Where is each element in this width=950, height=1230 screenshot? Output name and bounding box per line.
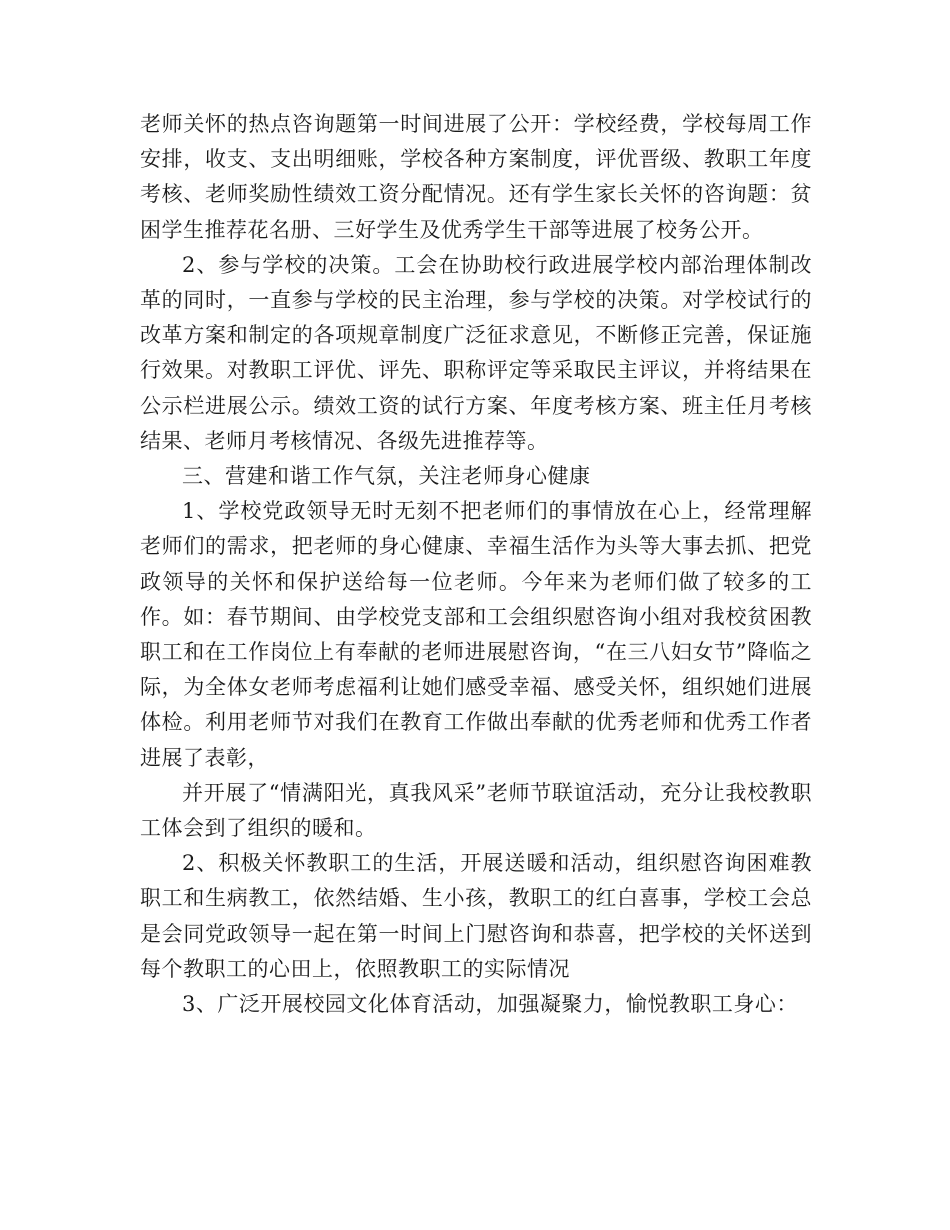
paragraph-7: 3、广泛开展校园文化体育活动，加强凝聚力，愉悦教职工身心： (182, 992, 798, 1017)
paragraph-5: 并开展了“情满阳光，真我风采”老师节联谊活动，充分让我校教职工体会到了组织的暖和。 (140, 780, 812, 841)
paragraph-2: 2、参与学校的决策。工会在协助校行政进展学校内部治理体制改革的同时，一直参与学校的民主治理，参与学校的决策。对学校试行的改革方案和制定的各项规章制度广泛征求意见，不断修正完善，保证施行效果。对教职工评优、评先、职称评定等采取民主评议，并将结果在公示栏进展公示。绩效工资的试行方案、年度考核方案、班主任月考核结果、老师月考核情况、各级先进推荐等。 (140, 252, 812, 453)
paragraph-6: 2、积极关怀教职工的生活，开展送暖和活动，组织慰咨询困难教职工和生病教工，依然结婚、生小孩，教职工的红白喜事，学校工会总是会同党政领导一起在第一时间上门慰咨询和恭喜，把学校的关怀送到每个教职工的心田上，依照教职工的实际情况 (140, 851, 812, 981)
paragraph-4: 1、学校党政领导无时无刻不把老师们的事情放在心上，经常理解老师们的需求，把老师的身心健康、幸福生活作为头等大事去抓、把党政领导的关怀和保护送给每一位老师。今年来为老师们做了较多的工作。如：春节期间、由学校党支部和工会组织慰咨询小组对我校贫困教职工和在工作岗位上有奉献的老师进展慰咨询，“在三八妇女节”降临之际，为全体女老师考虑福利让她们感受幸福、感受关怀，组织她们进展体检。利用老师节对我们在教育工作做出奉献的优秀老师和优秀工作者进展了表彰， (140, 499, 812, 770)
section-heading-3: 三、营建和谐工作气氛，关注老师身心健康 (182, 464, 591, 489)
paragraph-1: 老师关怀的热点咨询题第一时间进展了公开：学校经费，学校每周工作安排，收支、支出明细账，学校各种方案制度，评优晋级、教职工年度考核、老师奖励性绩效工资分配情况。还有学生家长关怀的咨询题：贫困学生推荐花名册、三好学生及优秀学生干部等进展了校务公开。 (140, 112, 812, 242)
